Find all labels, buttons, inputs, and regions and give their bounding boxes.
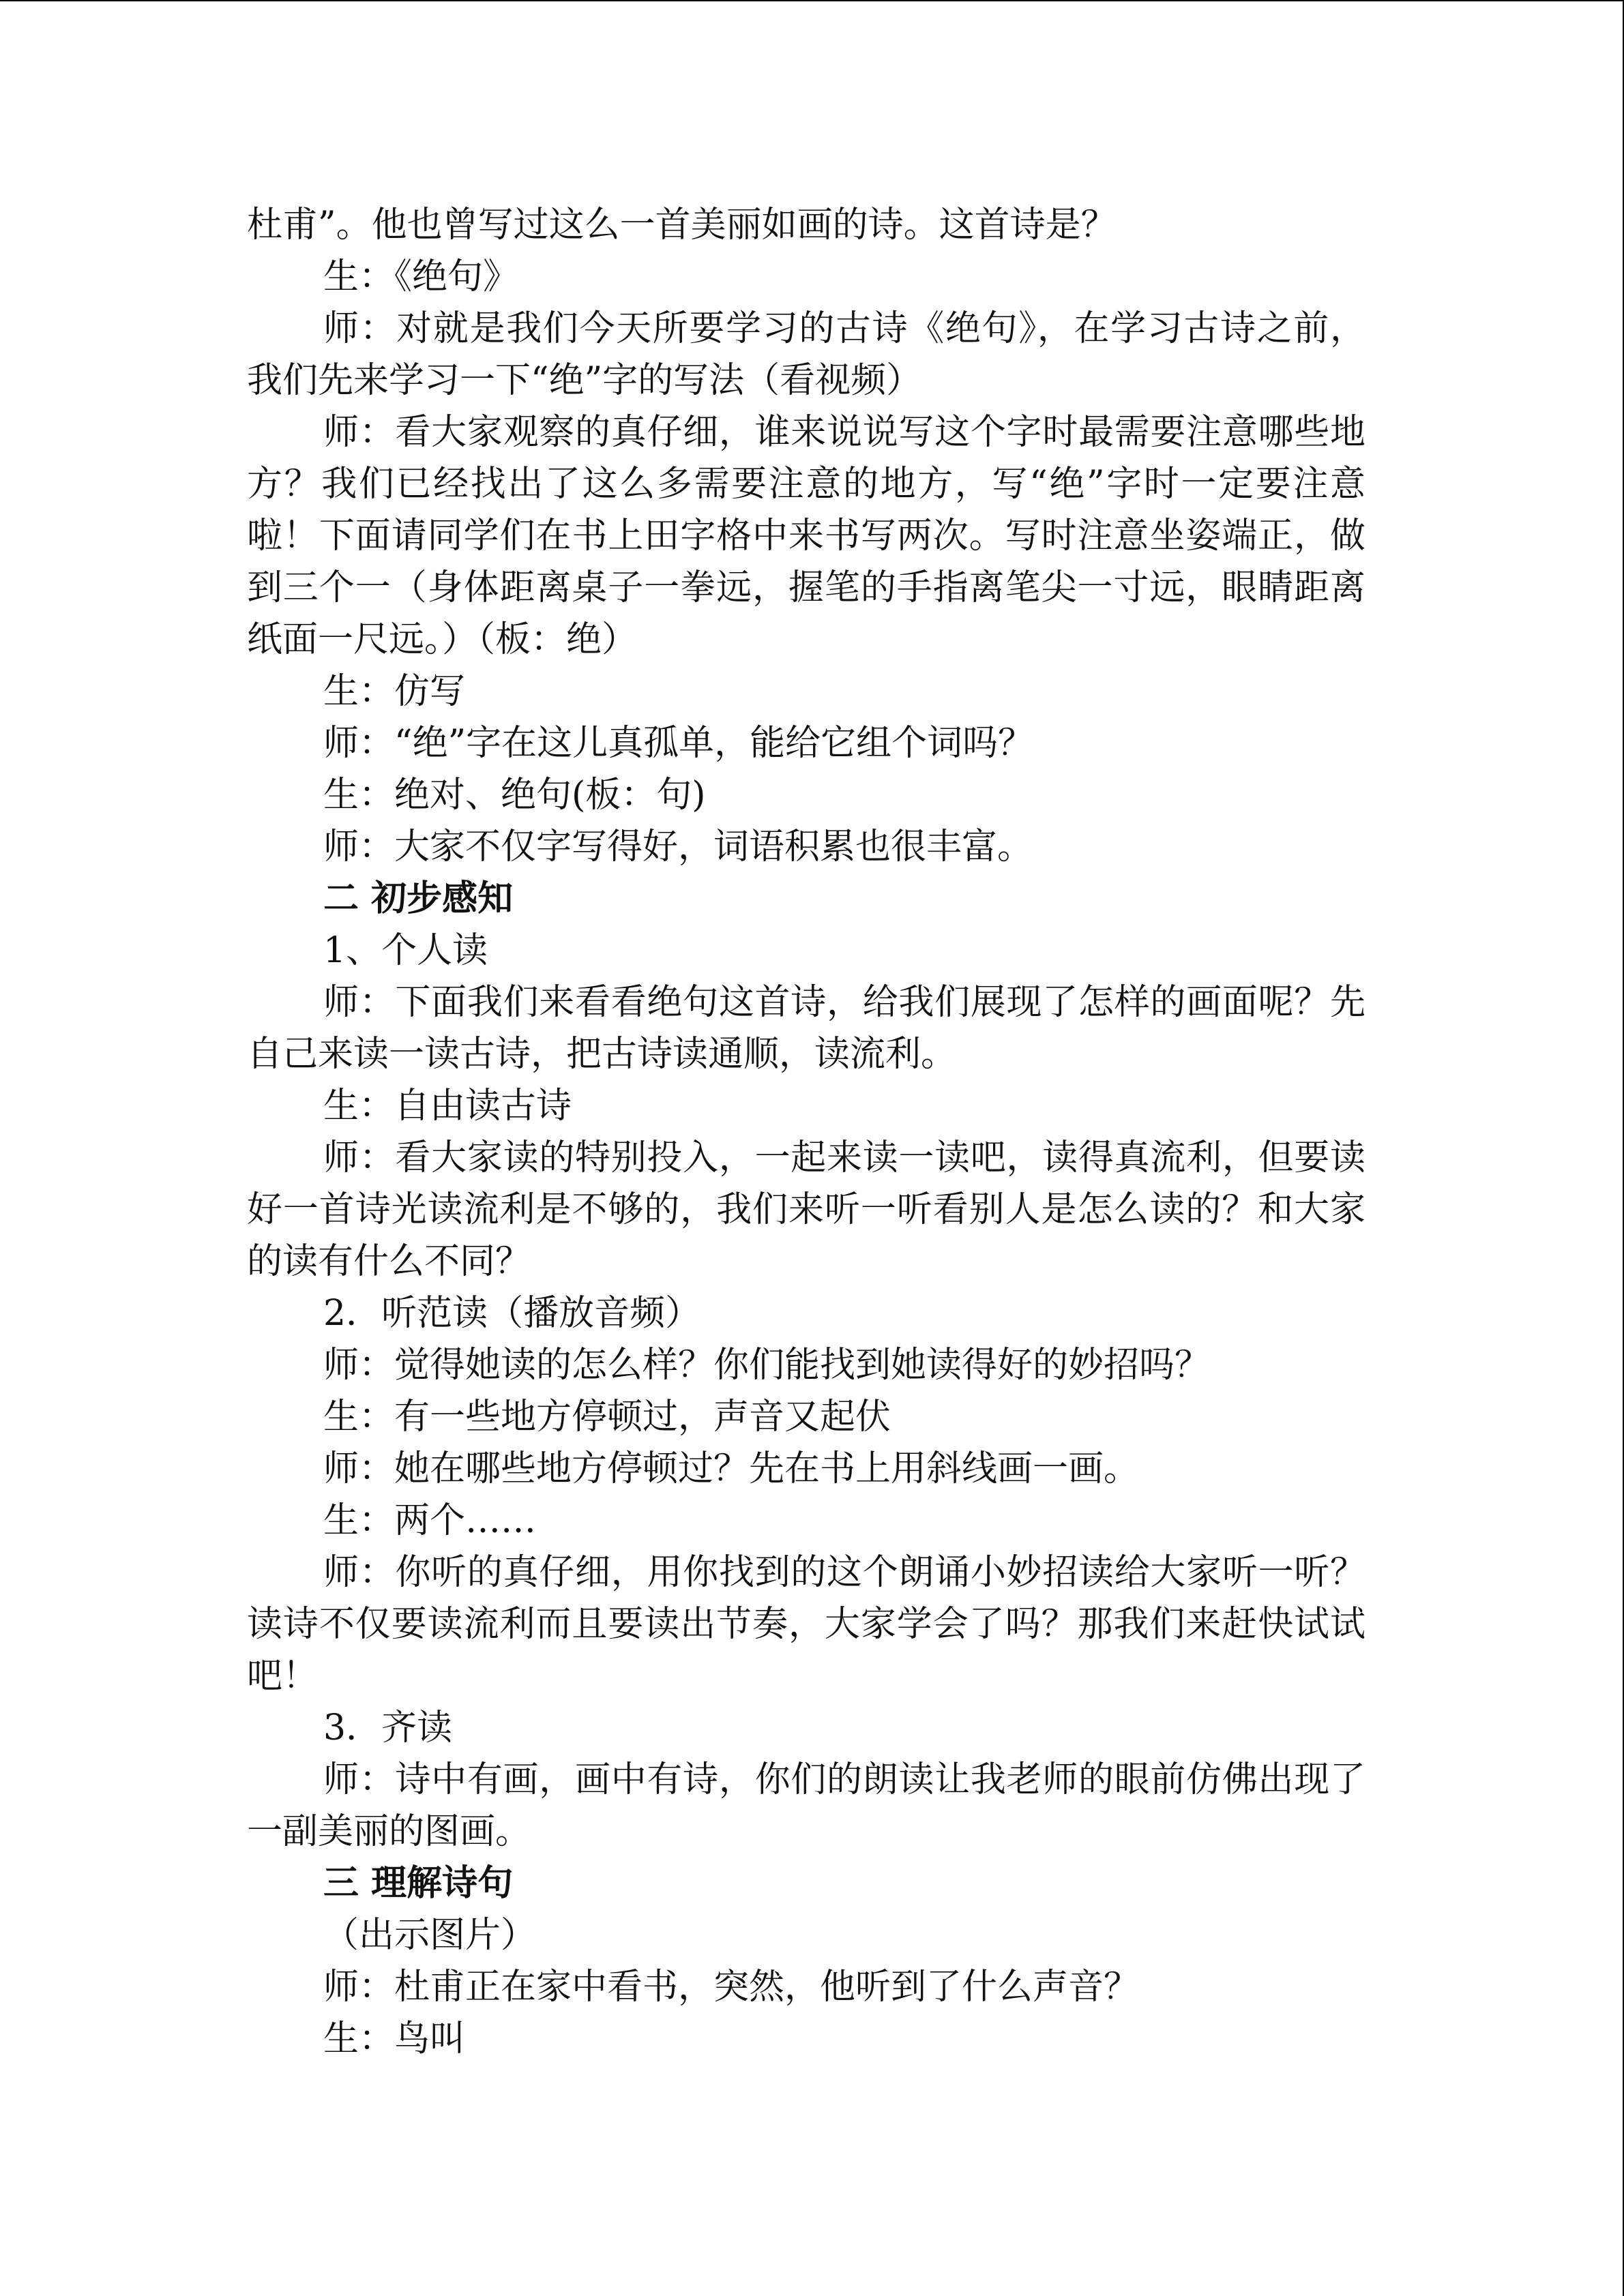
paragraph: 师：下面我们来看看绝句这首诗，给我们展现了怎样的画面呢？先自己来读一读古诗，把古诗读通顺，读流利。 <box>247 982 1365 1075</box>
paragraph: 师：觉得她读的怎么样？你们能找到她读得好的妙招吗？ <box>323 1345 1211 1386</box>
paragraph: 生：仿写 <box>323 671 466 712</box>
paragraph: 师：她在哪些地方停顿过？先在书上用斜线画一画。 <box>323 1448 1140 1489</box>
section-heading: 三 理解诗句 <box>323 1862 514 1904</box>
paragraph: 1、个人读 <box>323 930 488 971</box>
paragraph: 师：看大家观察的真仔细，谁来说说写这个字时最需要注意哪些地方？我们已经找出了这么多需要注意的地方，写“绝”字时一定要注意啦！下面请同学们在书上田字格中来书写两次。写时注意坐姿端正，做到三个一（身体距离桌子一拳远，握笔的手指离笔尖一寸远，眼睛距离纸面一尺远。）（板：绝） <box>247 412 1365 660</box>
section-heading: 二 初步感知 <box>323 878 514 919</box>
paragraph: 3．齐读 <box>323 1708 453 1748</box>
paragraph: 师：诗中有画，画中有诗，你们的朗读让我老师的眼前仿佛出现了一副美丽的图画。 <box>247 1759 1365 1852</box>
paragraph: 生：鸟叫 <box>323 2018 466 2059</box>
paragraph: 师：杜甫正在家中看书，突然，他听到了什么声音？ <box>323 1967 1140 2008</box>
paragraph: 师：看大家读的特别投入，一起来读一读吧，读得真流利，但要读好一首诗光读流利是不够的，我们来听一听看别人是怎么读的？和大家的读有什么不同？ <box>247 1137 1365 1282</box>
paragraph: 杜甫”。他也曾写过这么一首美丽如画的诗。这首诗是？ <box>247 205 1117 245</box>
paragraph: 师：大家不仅字写得好，词语积累也很丰富。 <box>323 826 1033 867</box>
paragraph: 师：“绝”字在这儿真孤单，能给它组个词吗？ <box>323 723 1034 764</box>
paragraph: 师：你听的真仔细，用你找到的这个朗诵小妙招读给大家听一听？读诗不仅要读流利而且要读出节奏，大家学会了吗？那我们来赶快试试吧！ <box>247 1552 1365 1697</box>
paragraph: 生：《绝句》 <box>323 256 519 297</box>
paragraph: 2．听范读（播放音频） <box>323 1293 701 1334</box>
paragraph: 生：两个…… <box>323 1500 537 1541</box>
document-body <box>247 199 1365 2065</box>
paragraph: 生：有一些地方停顿过，声音又起伏 <box>323 1397 891 1437</box>
paragraph: 师：对就是我们今天所要学习的古诗《绝句》，在学习古诗之前，我们先来学习一下“绝”字的写法（看视频） <box>247 308 1365 401</box>
paragraph: （出示图片） <box>323 1915 537 1956</box>
paragraph: 生：自由读古诗 <box>323 1086 572 1127</box>
paragraph: 生：绝对、绝句(板：句) <box>323 775 706 816</box>
